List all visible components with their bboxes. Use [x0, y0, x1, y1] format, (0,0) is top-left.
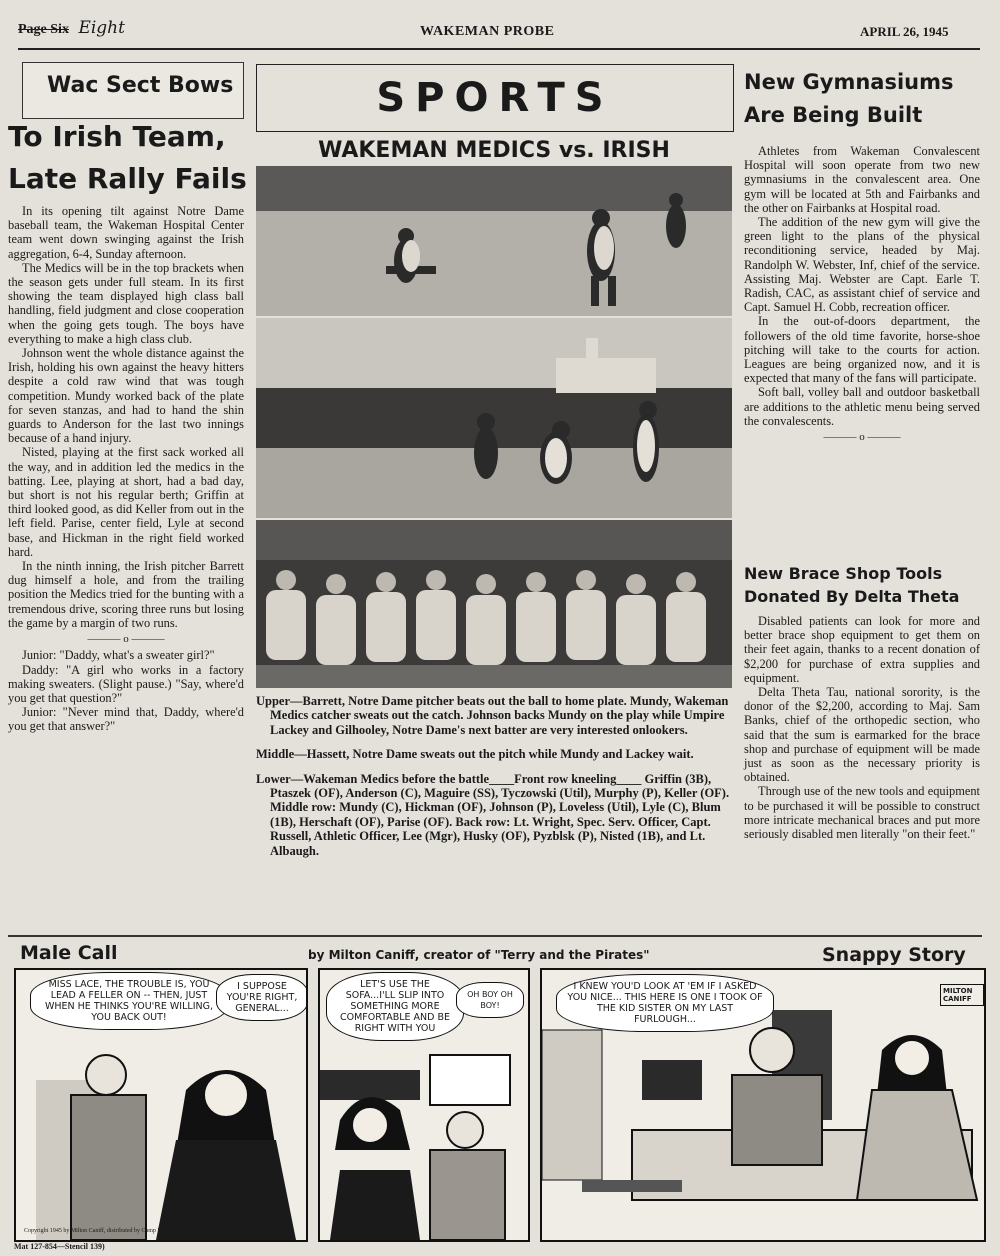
issue-date: APRIL 26, 1945: [860, 24, 949, 39]
header-rule: [18, 48, 980, 50]
right-headline-1-line2: Are Being Built: [744, 103, 923, 127]
paragraph: Delta Theta Tau, national sorority, is the donor of the $2,200, according to Maj. Sam Banks, chief of the orthopedic section, who said that the sum is earmarked for the brace shop and purchase of equipment will be made just as soon as the necessary priority is obtained.: [744, 685, 980, 785]
photo-title: WAKEMAN MEDICS vs. IRISH: [318, 138, 670, 163]
comic-title: Male Call: [20, 942, 118, 964]
comic-panel-2: [318, 968, 530, 1242]
paragraph: Disabled patients can look for more and better brace shop equipment to get them on their feet again, thanks to a recent donation of $2,200 for purchase of extra supplies and equipment.: [744, 614, 980, 685]
page-label-text: Page Six: [18, 22, 69, 37]
photo-lower: [256, 520, 732, 688]
section-title: SPORTS: [376, 75, 614, 121]
paragraph: Athletes from Wakeman Convalescent Hospital will soon operate from two new gymnasiums in the convalescent area. One gym will be located at 5th and Fairbanks and the other on Fairbanks at Hospital road.: [744, 144, 980, 215]
page-handwritten-number: Eight: [78, 18, 125, 38]
caption-middle: Middle—Hassett, Notre Dame sweats out the pitch while Mundy and Lackey wait.: [256, 747, 694, 762]
speech-bubble: MISS LACE, THE TROUBLE IS, YOU LEAD A FELLER ON -- THEN, JUST WHEN HE THINKS YOU'RE WILLING, YOU BACK OUT!: [30, 972, 228, 1030]
right-headline-1-line1: New Gymnasiums: [744, 70, 954, 94]
paragraph: The addition of the new gym will give the green light to the plans of the physical reconditioning service, headed by Maj. Randolph W. Webster, Inf, chief of the service. Assisting Maj. Webster are Capt. Earle T. Radish, CAC, as assistant chief of service and Capt. Samuel H. Cobb, recreation officer.: [744, 215, 980, 315]
photo-captions: [256, 694, 736, 868]
artist-signature: MILTON CANIFF: [940, 984, 984, 1006]
caption-lower: Lower—Wakeman Medics before the battle____Front row kneeling____ Griffin (3B), Ptaszek (OF), Anderson (C), Maguire (SS), Tyczowski (Util), Murphy (P), Keller (OF). Middle row: Mundy (C), Hickman (OF), Johnson (P), Loveless (Util), Lyle (C), Blum (1B), Herschaft (OF), Parise (OF). Back row: Lt. Wright, Spec. Serv. Officer, Capt. Russell, Athletic Officer, Lee (Mgr), Husky (OF), Pyzblsk (P), Nisted (1B), and Lt. Albaugh.: [256, 771, 730, 858]
caption-upper: Upper—Barrett, Notre Dame pitcher beats out the ball to home plate. Mundy, Wakeman Medics catcher sweats out the catch. Johnson backs Mundy on the play while Umpire Lackey and Gilhooley, Notre Dame's next batter are very interested onlookers.: [256, 694, 729, 737]
left-headline: [8, 116, 247, 200]
paragraph: The Medics will be in the top brackets when the season gets under full steam. In its first showing the team displayed high class ball handling, field judgment and close cooperation when the going gets tough. The boys have everything to make a high class club.: [8, 260, 244, 346]
comic-byline: by Milton Caniff, creator of "Terry and the Pirates": [308, 948, 650, 962]
left-headline-line1: To Irish Team,: [8, 120, 226, 153]
paragraph: Soft ball, volley ball and outdoor basketball are additions to the athletic menu being served the convalescents.: [744, 385, 980, 428]
paragraph: Johnson went the whole distance against the Irish, holding his own against the heavy hitters despite a cold raw wind that was tough competition. Mundy worked back of the plate for seven stanzas, and had to hand the shin guards to Anderson for the last two innings because of a hand injury.: [8, 346, 244, 446]
speech-bubble: I SUPPOSE YOU'RE RIGHT, GENERAL...: [216, 974, 308, 1021]
kicker: Wac Sect Bows: [47, 73, 234, 98]
comic-panel-3: [540, 968, 986, 1242]
comic-copyright: Copyright 1945 by Milton Caniff, distributed by Camp Newspaper Service: [24, 1228, 204, 1234]
paper-name: WAKEMAN PROBE: [420, 24, 555, 39]
photo-middle: [256, 318, 732, 518]
page-label: [18, 18, 125, 38]
speech-bubble: LET'S USE THE SOFA...I'LL SLIP INTO SOMETHING MORE COMFORTABLE AND BE RIGHT WITH YOU: [326, 972, 464, 1041]
paragraph: Nisted, playing at the first sack worked all the way, and in addition led the medics in the batting. Lee, playing at short, had a bad day, but short is not his regular berth; Griffin at third looked good, as did Keller from out in the left field. Parise, center field, Lyle at second base, and Hickman in the right field worked hard.: [8, 445, 244, 559]
comic-subtitle: Snappy Story: [822, 944, 966, 966]
right-article-1-body: [744, 144, 980, 446]
comic-rule: [8, 935, 982, 937]
left-article-body: [8, 204, 244, 734]
paragraph: In its opening tilt against Notre Dame baseball team, the Wakeman Hospital Center team went down swinging against the Irish aggregation, 6-4, Sunday afternoon.: [8, 204, 244, 261]
photo-middle-art: [256, 318, 732, 518]
speech-bubble: I KNEW YOU'D LOOK AT 'EM IF I ASKED YOU NICE... THIS HERE IS ONE I TOOK OF THE KID SISTER ON MY LAST FURLOUGH...: [556, 974, 774, 1032]
paragraph: In the ninth inning, the Irish pitcher Barrett dug himself a hole, and from the trailing position the Medics tried for the bunting with a tremendous drive, scoring three runs but losing the game by a margin of two runs.: [8, 559, 244, 630]
photo-lower-art: [256, 520, 732, 688]
joke-line: Junior: "Never mind that, Daddy, where'd you get that answer?": [8, 705, 244, 734]
photo-upper-art: [256, 166, 732, 316]
right-article-2-body: [744, 614, 980, 841]
paragraph: Through use of the new tools and equipment to be purchased it will be possible to construct more intricate mechanical braces and put more seriously disabled men literally "on their feet.": [744, 784, 980, 842]
right-headline-1: [744, 66, 954, 132]
separator: ——— o ———: [823, 431, 901, 444]
left-headline-line2: Late Rally Fails: [8, 162, 247, 195]
right-headline-2: [744, 562, 959, 608]
paragraph: In the out-of-doors department, the followers of the old time favorite, horse-shoe pitching will take to the courts for action. Leagues are being organized now, and it is expected that many of the fans will participate.: [744, 314, 980, 386]
right-headline-2-line1: New Brace Shop Tools: [744, 564, 943, 583]
mat-footnote: Mat 127-854—Stencil 139): [14, 1242, 105, 1251]
speech-bubble: OH BOY OH BOY!: [456, 982, 524, 1018]
right-headline-2-line2: Donated By Delta Theta: [744, 587, 960, 606]
joke-line: Daddy: "A girl who works in a factory making sweaters. (Slight pause.) "Say, where'd you get that question?": [8, 662, 244, 705]
separator: ——— o ———: [87, 633, 165, 646]
sports-banner: [256, 64, 734, 132]
comic-panel-1: [14, 968, 308, 1242]
kicker-box: [22, 62, 244, 119]
joke-line: Junior: "Daddy, what's a sweater girl?": [22, 648, 215, 663]
photo-upper: [256, 166, 732, 316]
